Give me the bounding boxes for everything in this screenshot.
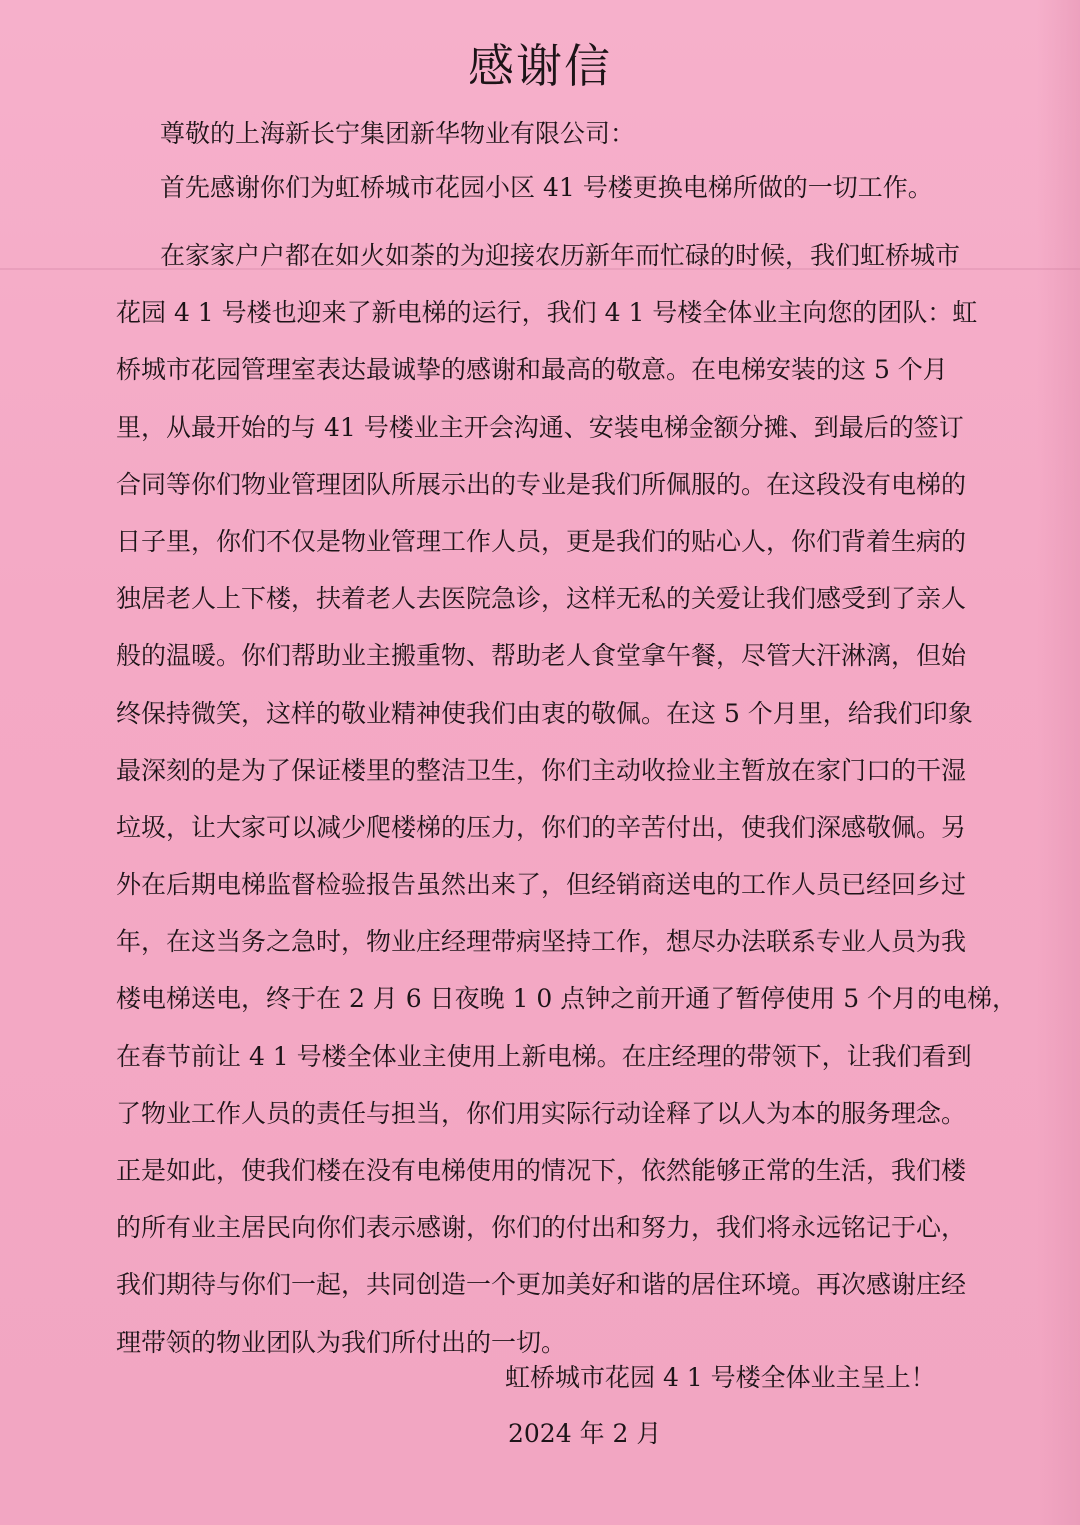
body-line: 终保持微笑，这样的敬业精神使我们由衷的敬佩。在这 5 个月里，给我们印象 xyxy=(116,698,973,728)
body-line: 的所有业主居民向你们表示感谢，你们的付出和努力，我们将永远铭记于心， xyxy=(116,1213,967,1243)
body-line: 里，从最开始的与 41 号楼业主开会沟通、安装电梯金额分摊、到最后的签订 xyxy=(116,412,964,442)
signature: 虹桥城市花园 4 1 号楼全体业主呈上！ xyxy=(505,1363,936,1392)
body-line: 理带领的物业团队为我们所付出的一切。 xyxy=(116,1327,567,1357)
body-line: 我们期待与你们一起，共同创造一个更加美好和谐的居住环境。再次感谢庄经 xyxy=(116,1270,967,1300)
letter-title: 感谢信 xyxy=(468,39,612,93)
body-line: 般的温暖。你们帮助业主搬重物、帮助老人食堂拿午餐，尽管大汗淋漓，但始 xyxy=(116,641,967,671)
body-line: 楼电梯送电，终于在 2 月 6 日夜晚 1 0 点钟之前开通了暂停使用 5 个月的电梯， xyxy=(116,984,1018,1014)
body-line: 日子里，你们不仅是物业管理工作人员，更是我们的贴心人，你们背着生病的 xyxy=(116,526,967,556)
body-line: 外在后期电梯监督检验报告虽然出来了，但经销商送电的工作人员已经回乡过 xyxy=(116,870,967,900)
letter-body xyxy=(116,227,1018,1371)
body-line: 在春节前让 4 1 号楼全体业主使用上新电梯。在庄经理的带领下，让我们看到 xyxy=(116,1041,972,1071)
first-paragraph: 首先感谢你们为虹桥城市花园小区 41 号楼更换电梯所做的一切工作。 xyxy=(160,173,933,202)
body-line: 年，在这当务之急时，物业庄经理带病坚持工作，想尽办法联系专业人员为我 xyxy=(116,927,967,957)
body-line: 合同等你们物业管理团队所展示出的专业是我们所佩服的。在这段没有电梯的 xyxy=(116,469,967,499)
body-line: 独居老人上下楼，扶着老人去医院急诊，这样无私的关爱让我们感受到了亲人 xyxy=(116,584,967,614)
body-line: 最深刻的是为了保证楼里的整洁卫生，你们主动收捡业主暂放在家门口的干湿 xyxy=(116,755,967,785)
body-line: 了物业工作人员的责任与担当，你们用实际行动诠释了以人为本的服务理念。 xyxy=(116,1098,967,1128)
salutation: 尊敬的上海新长宁集团新华物业有限公司： xyxy=(160,119,636,148)
body-line: 在家家户户都在如火如荼的为迎接农历新年而忙碌的时候，我们虹桥城市 xyxy=(160,241,961,270)
body-line: 正是如此，使我们楼在没有电梯使用的情况下，依然能够正常的生活，我们楼 xyxy=(116,1156,967,1185)
body-line: 花园 4 1 号楼也迎来了新电梯的运行，我们 4 1 号楼全体业主向您的团队：虹 xyxy=(116,298,978,328)
body-line: 桥城市花园管理室表达最诚挚的感谢和最高的敬意。在电梯安装的这 5 个月 xyxy=(116,355,948,385)
letter-date: 2024 年 2 月 xyxy=(508,1419,662,1448)
body-line: 垃圾，让大家可以减少爬楼梯的压力，你们的辛苦付出，使我们深感敬佩。另 xyxy=(116,812,967,842)
